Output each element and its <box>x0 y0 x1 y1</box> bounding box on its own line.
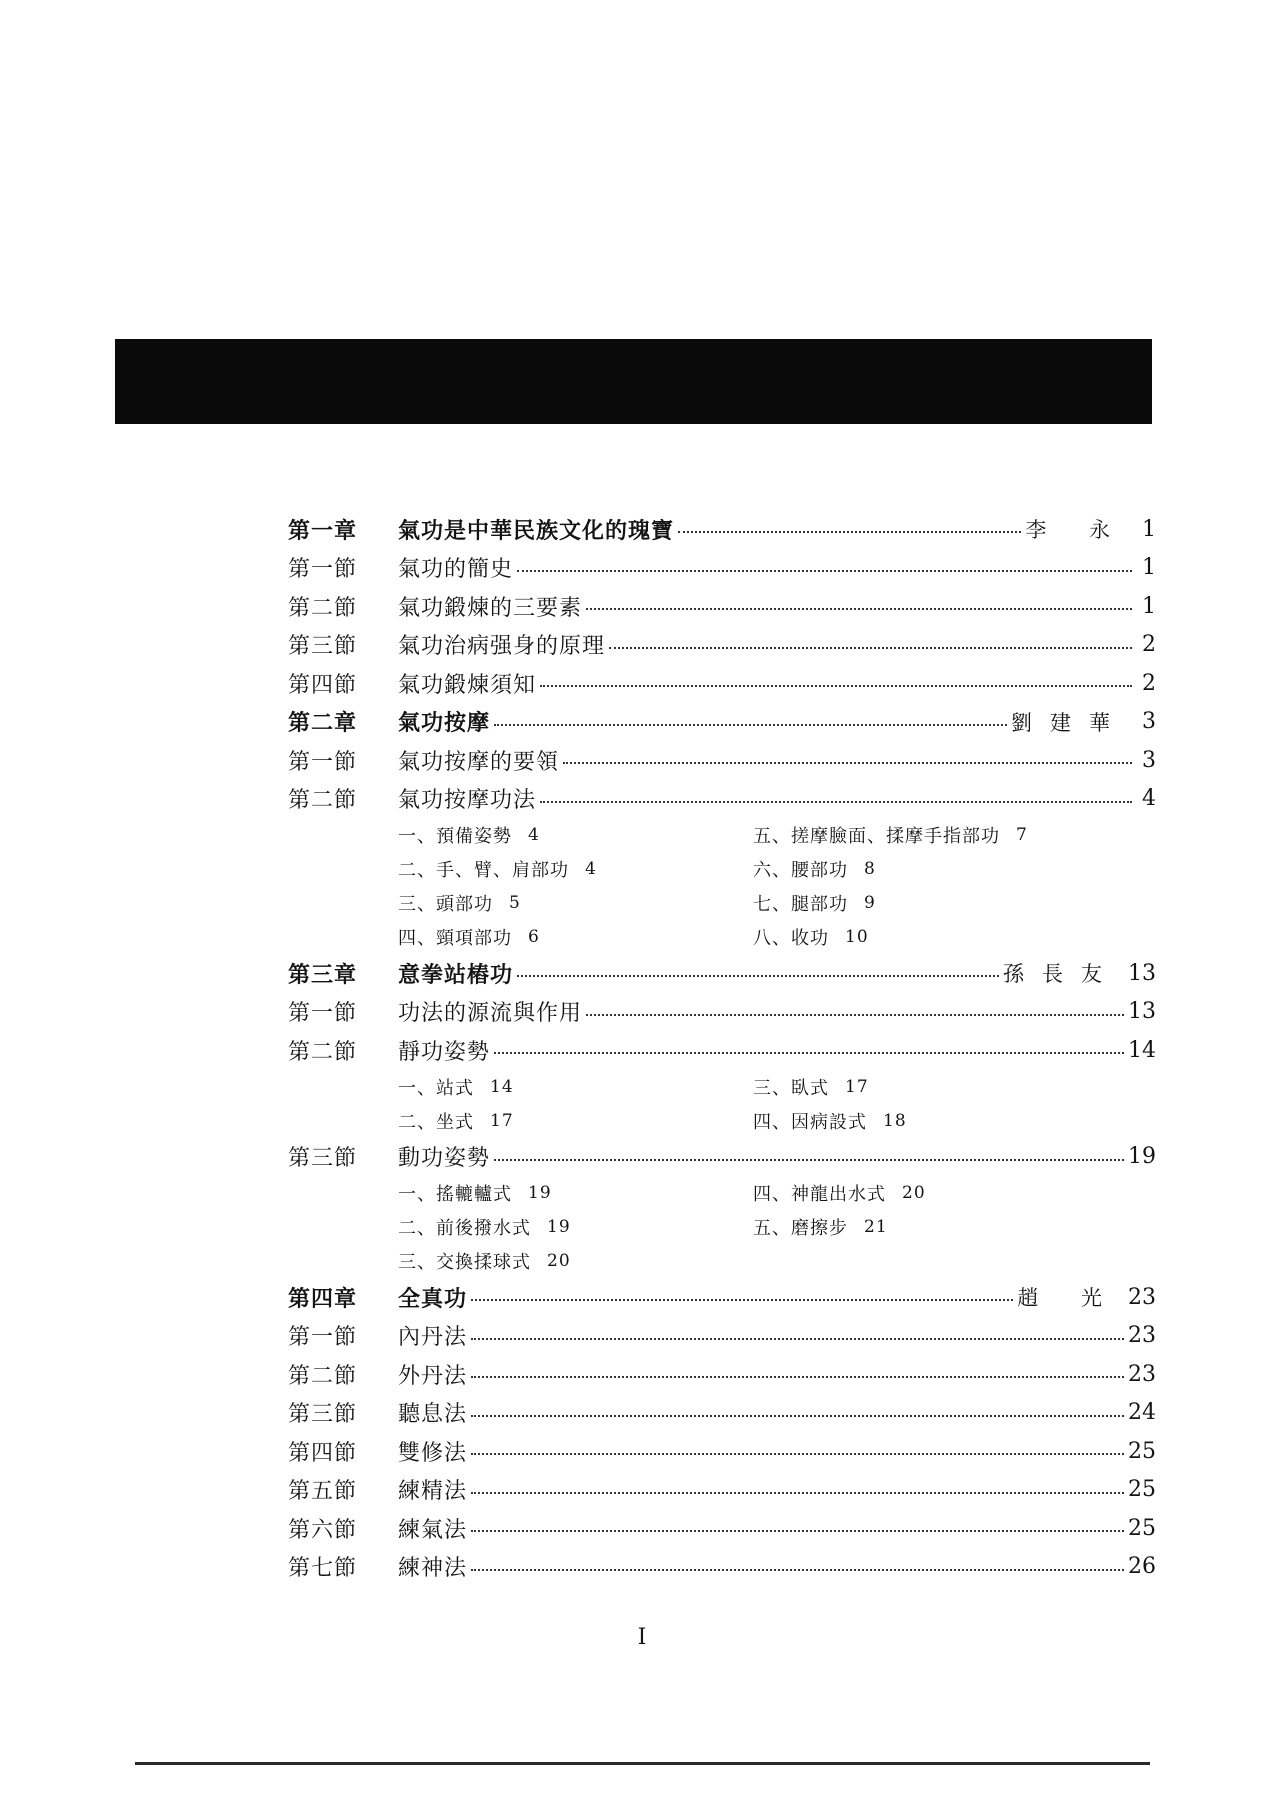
dot-leader <box>471 1530 1124 1532</box>
chapter-4-entry <box>288 1278 1156 1317</box>
subsection-title: 二、坐式 <box>398 1111 474 1133</box>
page-ref: 10 <box>845 927 869 947</box>
page-ref: 23 <box>1128 1361 1156 1387</box>
dot-leader <box>540 685 1132 687</box>
subsection-title: 一、搖轆轤式 <box>398 1184 512 1205</box>
subsection-entry <box>753 1176 1083 1210</box>
section-label: 第七節 <box>288 1556 358 1582</box>
page-ref: 9 <box>864 893 876 913</box>
subsection-entry <box>753 1210 1083 1244</box>
subsection-entry <box>398 886 753 920</box>
dot-leader <box>494 1159 1124 1161</box>
chapter-title: 意拳站樁功 <box>398 961 514 988</box>
section-entry <box>288 1471 1156 1510</box>
page-ref: 2 <box>1142 670 1156 696</box>
section-label: 第五節 <box>288 1479 358 1505</box>
page-ref: 14 <box>1128 1037 1156 1063</box>
page-ref: 4 <box>528 825 540 845</box>
page-ref: 13 <box>1128 960 1156 986</box>
page-ref: 6 <box>528 927 540 947</box>
chapter-author: 孫長友 <box>1003 962 1120 987</box>
section-entry <box>288 1509 1156 1548</box>
page-ref: 1 <box>1142 516 1156 542</box>
dot-leader <box>471 1299 1013 1301</box>
dot-leader <box>494 1052 1124 1054</box>
section-label: 第三節 <box>288 634 358 660</box>
chapter-label: 第二章 <box>288 710 358 737</box>
section-entry <box>288 741 1156 780</box>
section-title: 氣功治病强身的原理 <box>398 634 606 660</box>
dot-leader <box>678 531 1021 533</box>
section-entry <box>288 1432 1156 1471</box>
page-ref: 25 <box>1128 1515 1156 1541</box>
dot-leader <box>517 570 1132 572</box>
subsection-title: 三、臥式 <box>753 1077 829 1099</box>
page-ref: 20 <box>547 1251 571 1271</box>
table-of-contents <box>288 510 1156 1586</box>
subsection-title: 二、前後撥水式 <box>398 1218 531 1239</box>
section-title: 功法的源流與作用 <box>398 1001 583 1027</box>
section-label: 第一節 <box>288 1325 358 1351</box>
dot-leader <box>586 608 1132 610</box>
dot-leader <box>471 1415 1124 1417</box>
section-title: 聽息法 <box>398 1402 468 1428</box>
chapter-label: 第一章 <box>288 517 358 544</box>
subsection-entry <box>753 1070 1083 1104</box>
subsection-entry <box>398 1176 753 1210</box>
dot-leader <box>563 762 1132 764</box>
page-ref: 7 <box>1016 825 1028 845</box>
subsection-entry <box>753 920 1083 954</box>
section-label: 第一節 <box>288 749 358 775</box>
subsection-entry <box>398 852 753 886</box>
subsection-entry <box>398 1210 753 1244</box>
section-title: 外丹法 <box>398 1363 468 1389</box>
subsection-title: 三、頭部功 <box>398 894 493 915</box>
section-title: 氣功的簡史 <box>398 557 514 583</box>
section-title: 動功姿勢 <box>398 1146 491 1172</box>
subsection-title: 二、手、臂、肩部功 <box>398 860 569 881</box>
bottom-rule <box>135 1762 1150 1765</box>
subsection-title: 八、收功 <box>753 928 829 949</box>
page-ref: 23 <box>1128 1323 1156 1349</box>
section-title: 練神法 <box>398 1556 468 1582</box>
dot-leader <box>471 1338 1124 1340</box>
page-ref: 3 <box>1142 709 1156 735</box>
dot-leader <box>540 801 1132 803</box>
section-title: 內丹法 <box>398 1325 468 1351</box>
section-title: 靜功姿勢 <box>398 1039 491 1065</box>
section-title: 練氣法 <box>398 1517 468 1543</box>
dot-leader <box>471 1376 1124 1378</box>
subsection-grid <box>398 818 1156 954</box>
page-ref: 14 <box>490 1076 514 1097</box>
section-title: 氣功鍛煉須知 <box>398 672 537 698</box>
chapter-label: 第四章 <box>288 1285 358 1312</box>
subsection-title: 四、因病設式 <box>753 1111 867 1133</box>
page-ref: 3 <box>1142 747 1156 773</box>
section-title: 氣功鍛煉的三要素 <box>398 595 583 621</box>
subsection-entry <box>398 1244 753 1278</box>
page-ref: 4 <box>1142 786 1156 812</box>
dot-leader <box>494 724 1007 726</box>
subsection-entry <box>753 818 1083 852</box>
subsection-title: 一、站式 <box>398 1077 474 1099</box>
section-entry <box>288 626 1156 665</box>
page-ref: 26 <box>1128 1554 1156 1580</box>
page-ref: 1 <box>1142 593 1156 619</box>
section-label: 第一節 <box>288 557 358 583</box>
page-ref: 8 <box>864 859 876 879</box>
section-label: 第三節 <box>288 1402 358 1428</box>
section-entry <box>288 1031 1156 1070</box>
section-label: 第四節 <box>288 1440 358 1466</box>
page-ref: 25 <box>1128 1477 1156 1503</box>
page-ref: 20 <box>902 1183 926 1203</box>
subsection-grid <box>398 1070 1156 1138</box>
page-ref: 24 <box>1128 1400 1156 1426</box>
section-title: 練精法 <box>398 1479 468 1505</box>
subsection-entry <box>398 818 753 852</box>
chapter-title: 全真功 <box>398 1285 468 1312</box>
page-ref: 19 <box>528 1183 552 1203</box>
section-label: 第四節 <box>288 672 358 698</box>
section-entry <box>288 587 1156 626</box>
page-ref: 17 <box>845 1076 869 1097</box>
section-entry <box>288 780 1156 819</box>
section-title: 氣功按摩的要領 <box>398 749 560 775</box>
page-number: I <box>637 1625 647 1650</box>
section-title: 雙修法 <box>398 1440 468 1466</box>
subsection-entry <box>753 886 1083 920</box>
subsection-entry <box>398 920 753 954</box>
header-black-banner <box>115 339 1152 424</box>
chapter-author: 劉建華 <box>1011 710 1128 735</box>
chapter-label: 第三章 <box>288 961 358 988</box>
chapter-title: 氣功按摩 <box>398 710 491 737</box>
page-ref: 19 <box>1128 1144 1156 1170</box>
section-entry <box>288 549 1156 588</box>
chapter-3-entry <box>288 954 1156 993</box>
subsection-title: 六、腰部功 <box>753 860 848 881</box>
subsection-title: 七、腿部功 <box>753 894 848 915</box>
subsection-grid <box>398 1176 1156 1278</box>
subsection-title: 三、交換揉球式 <box>398 1252 531 1273</box>
page-ref: 17 <box>490 1110 514 1131</box>
subsection-title: 一、預備姿勢 <box>398 826 512 847</box>
chapter-author: 李 永 <box>1025 518 1128 543</box>
section-label: 第二節 <box>288 1363 358 1389</box>
dot-leader <box>517 975 999 977</box>
section-entry <box>288 1317 1156 1356</box>
page-ref: 18 <box>883 1110 907 1131</box>
chapter-title: 氣功是中華民族文化的瑰寶 <box>398 517 675 544</box>
subsection-title: 四、頸項部功 <box>398 928 512 949</box>
section-label: 第二節 <box>288 595 358 621</box>
page-ref: 23 <box>1128 1284 1156 1310</box>
section-entry <box>288 1394 1156 1433</box>
section-label: 第二節 <box>288 788 358 814</box>
section-entry <box>288 993 1156 1032</box>
page-ref: 5 <box>509 893 521 913</box>
subsection-title: 五、磨擦步 <box>753 1218 848 1239</box>
dot-leader <box>471 1492 1124 1494</box>
subsection-entry <box>398 1070 753 1104</box>
section-entry <box>288 1548 1156 1587</box>
page-ref: 1 <box>1142 555 1156 581</box>
chapter-1-entry <box>288 510 1156 549</box>
section-entry <box>288 1138 1156 1177</box>
subsection-entry <box>753 1104 1083 1138</box>
subsection-entry <box>753 852 1083 886</box>
chapter-author: 趙 光 <box>1017 1286 1120 1311</box>
dot-leader <box>609 647 1132 649</box>
dot-leader <box>471 1453 1124 1455</box>
page-ref: 4 <box>585 859 597 879</box>
page-ref: 25 <box>1128 1438 1156 1464</box>
section-title: 氣功按摩功法 <box>398 788 537 814</box>
section-label: 第二節 <box>288 1039 358 1065</box>
subsection-title: 四、神龍出水式 <box>753 1184 886 1205</box>
section-label: 第三節 <box>288 1146 358 1172</box>
page-ref: 19 <box>547 1217 571 1237</box>
page-ref: 13 <box>1128 999 1156 1025</box>
section-label: 第六節 <box>288 1517 358 1543</box>
dot-leader <box>471 1569 1124 1571</box>
dot-leader <box>586 1014 1124 1016</box>
page-ref: 2 <box>1142 632 1156 658</box>
section-entry <box>288 1355 1156 1394</box>
section-entry <box>288 664 1156 703</box>
section-label: 第一節 <box>288 1001 358 1027</box>
chapter-2-entry <box>288 703 1156 742</box>
subsection-title: 五、搓摩臉面、揉摩手指部功 <box>753 826 1000 847</box>
page-ref: 21 <box>864 1217 888 1237</box>
subsection-entry <box>398 1104 753 1138</box>
